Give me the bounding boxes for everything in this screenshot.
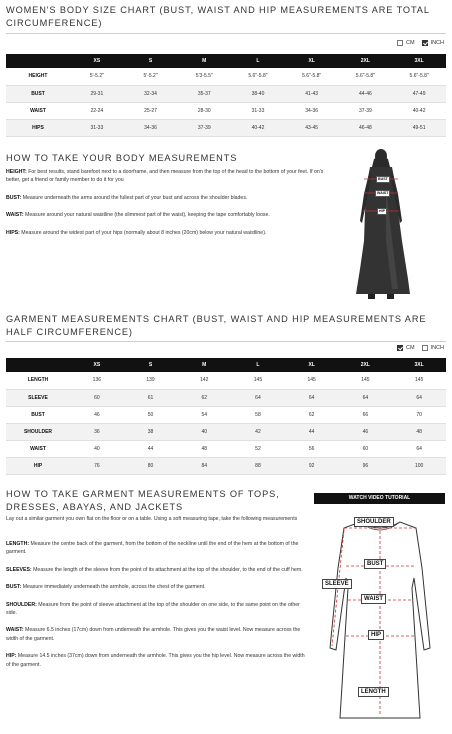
row-label: SLEEVE <box>6 389 70 406</box>
table-cell: 54 <box>177 406 231 423</box>
fig-tag-bust: BUST <box>378 177 388 181</box>
table-cell: 31-33 <box>70 119 124 136</box>
table-cell: 64 <box>339 389 393 406</box>
garment-measure-title: HOW TO TAKE GARMENT MEASUREMENTS OF TOPS, DRESSES, ABAYAS, AND JACKETS <box>6 489 280 512</box>
table-cell: 44-46 <box>339 85 393 102</box>
table-row <box>6 440 446 457</box>
instruction-text: Measure around the widest part of your hips (normally about 8 inches (20cm) below your natural waistline). <box>21 229 267 236</box>
instruction-text: Measure the centre back of the garment, from the bottom of the neckline until the end of the hem at the bottom of the garment. <box>6 541 299 556</box>
table-cell: 5'-5.2" <box>70 68 124 85</box>
divider <box>6 33 446 34</box>
instruction-text: Measure the length of the sleeve from the point of its attachment at the top of the shoulder, to the end of the cuff hem. <box>33 566 303 573</box>
woman-figure <box>346 149 416 301</box>
table-cell: 5.6"-5.8" <box>231 68 285 85</box>
row-label: WAIST <box>6 440 70 457</box>
table-cell: 62 <box>285 406 339 423</box>
size-header: M <box>177 54 231 68</box>
size-header: XL <box>285 54 339 68</box>
inch-checkbox[interactable] <box>422 345 428 351</box>
table-cell: 31-33 <box>231 102 285 119</box>
size-header: 2XL <box>339 358 393 372</box>
size-header: XS <box>70 54 124 68</box>
unit-toggle <box>397 40 444 46</box>
instruction-label: BUST: <box>6 194 23 201</box>
instruction-item <box>6 626 306 643</box>
table-cell: 37-39 <box>177 119 231 136</box>
inch-label: INCH <box>430 345 444 351</box>
table-cell: 32-34 <box>124 85 178 102</box>
table-cell: 88 <box>231 457 285 474</box>
table-cell: 145 <box>231 372 285 389</box>
table-header-row <box>6 54 446 68</box>
fig-tag-waist: WAIST <box>377 191 389 195</box>
instruction-item <box>6 652 306 669</box>
table-row <box>6 406 446 423</box>
table-cell: 64 <box>285 389 339 406</box>
watch-video-button[interactable]: WATCH VIDEO TUTORIAL <box>314 493 445 504</box>
row-label: HIPS <box>6 119 70 136</box>
instruction-text: Measure around your natural waistline (the slimmest part of the waist), keeping the tape comfortably loose. <box>25 212 270 219</box>
fig-tag-sleeve: SLEEVE <box>322 579 352 589</box>
instruction-label: HEIGHT: <box>6 169 29 175</box>
table-cell: 64 <box>231 389 285 406</box>
instruction-label: WAIST: <box>6 212 26 219</box>
table-cell: 50 <box>124 406 178 423</box>
row-label: BUST <box>6 85 70 102</box>
table-header-row <box>6 358 446 372</box>
table-cell: 34-36 <box>285 102 339 119</box>
table-cell: 58 <box>231 406 285 423</box>
instruction-label: HIP: <box>6 653 18 660</box>
table-cell: 136 <box>70 372 124 389</box>
row-label: WAIST <box>6 102 70 119</box>
fig-tag-hip: HIP <box>379 209 385 213</box>
instruction-label: BUST: <box>6 584 23 591</box>
table-cell: 40-42 <box>392 102 446 119</box>
table-cell: 47-49 <box>392 85 446 102</box>
table-cell: 96 <box>339 457 393 474</box>
fig-tag-hip: HIP <box>368 630 384 640</box>
table-cell: 25-27 <box>124 102 178 119</box>
table-cell: 38 <box>124 423 178 440</box>
table-cell: 56 <box>285 440 339 457</box>
garment-figure <box>318 508 442 726</box>
unit-toggle-garment <box>397 345 444 351</box>
table-cell: 84 <box>177 457 231 474</box>
table-cell: 62 <box>177 389 231 406</box>
table-cell: 145 <box>339 372 393 389</box>
inch-label: INCH <box>430 40 444 46</box>
instruction-item <box>6 211 334 219</box>
instruction-item <box>6 168 334 185</box>
body-size-chart-title: WOMEN'S BODY SIZE CHART (BUST, WAIST AND HIP MEASUREMENTS ARE TOTAL CIRCUMFERENCE) <box>6 5 430 28</box>
table-row <box>6 119 446 136</box>
table-cell: 40 <box>70 440 124 457</box>
row-label: BUST <box>6 406 70 423</box>
body-measure-title: HOW TO TAKE YOUR BODY MEASUREMENTS <box>6 153 238 163</box>
table-cell: 28-30 <box>177 102 231 119</box>
garment-measure-text <box>6 540 306 678</box>
table-cell: 40 <box>177 423 231 440</box>
table-cell: 5.6"-5.8" <box>285 68 339 85</box>
table-cell: 61 <box>124 389 178 406</box>
instruction-text: Measure immediately underneath the armhole, across the chest of the garment. <box>22 584 206 591</box>
size-header: S <box>124 358 178 372</box>
table-cell: 35-37 <box>177 85 231 102</box>
size-header: M <box>177 358 231 372</box>
table-cell: 5.6"-5.8" <box>392 68 446 85</box>
table-cell: 36 <box>70 423 124 440</box>
table-row <box>6 389 446 406</box>
table-cell: 29-31 <box>70 85 124 102</box>
inch-checkbox[interactable] <box>422 40 428 46</box>
table-cell: 38-40 <box>231 85 285 102</box>
table-cell: 52 <box>231 440 285 457</box>
instruction-text: Measure from the point of sleeve attachment at the top of the shoulder on one side, to the same point on the other side. <box>6 601 300 617</box>
fig-tag-shoulder: SHOULDER <box>354 517 394 527</box>
instruction-text: Measure 14.5 inches (37cm) down from underneath the armhole. This gives you the hip level. Now measure across the width of the garment. <box>6 653 305 668</box>
size-header: L <box>231 358 285 372</box>
cm-checkbox[interactable] <box>397 345 403 351</box>
body-size-table <box>6 54 446 137</box>
size-header: L <box>231 54 285 68</box>
cm-label: CM <box>405 345 415 351</box>
size-header: 3XL <box>392 358 446 372</box>
table-cell: 44 <box>124 440 178 457</box>
table-cell: 60 <box>70 389 124 406</box>
row-label: HIP <box>6 457 70 474</box>
table-cell: 70 <box>392 406 446 423</box>
instruction-text: Measure 6.5 inches (17cm) down from underneath the armhole. This gives you the waist level. Now measure across the width of the garment. <box>6 627 301 642</box>
table-cell: 48 <box>177 440 231 457</box>
instruction-label: SLEEVES: <box>6 566 34 573</box>
row-label: HEIGHT <box>6 68 70 85</box>
corner-header <box>6 358 70 372</box>
table-cell: 76 <box>70 457 124 474</box>
fig-tag-bust: BUST <box>364 559 386 569</box>
table-cell: 46 <box>339 423 393 440</box>
table-cell: 43-45 <box>285 119 339 136</box>
size-header: 2XL <box>339 54 393 68</box>
row-label: LENGTH <box>6 372 70 389</box>
garment-measure-intro: Lay out a similar garment you own flat on the floor or on a table. Using a soft measuring tape, take the following measurements <box>6 516 298 522</box>
table-cell: 64 <box>392 389 446 406</box>
table-cell: 80 <box>124 457 178 474</box>
table-row <box>6 372 446 389</box>
table-cell: 64 <box>392 440 446 457</box>
instruction-item <box>6 540 306 557</box>
table-cell: 22-24 <box>70 102 124 119</box>
table-row <box>6 423 446 440</box>
garment-chart-title: GARMENT MEASUREMENTS CHART (BUST, WAIST AND HIP MEASUREMENTS ARE HALF CIRCUMFERENCE) <box>6 314 427 337</box>
table-row <box>6 68 446 85</box>
table-row <box>6 85 446 102</box>
table-cell: 66 <box>339 406 393 423</box>
table-cell: 40-42 <box>231 119 285 136</box>
fig-tag-waist: WAIST <box>361 594 386 604</box>
instruction-label: HIPS: <box>6 229 22 236</box>
table-cell: 92 <box>285 457 339 474</box>
size-header: XL <box>285 358 339 372</box>
instruction-item <box>6 583 306 591</box>
instruction-text: For best results, stand barefoot next to a doorframe, and then measure from the top of the head to the bottom of your feet. If on's better, get a friend or family member to do it for you <box>6 169 324 184</box>
instruction-item <box>6 229 334 237</box>
woman-silhouette-icon <box>346 149 416 301</box>
table-cell: 42 <box>231 423 285 440</box>
table-cell: 41-43 <box>285 85 339 102</box>
table-cell: 145 <box>285 372 339 389</box>
table-cell: 5'-5.2" <box>124 68 178 85</box>
table-row <box>6 102 446 119</box>
table-row <box>6 457 446 474</box>
table-cell: 60 <box>339 440 393 457</box>
instruction-label: SHOULDER: <box>6 601 39 608</box>
instruction-label: WAIST: <box>6 627 26 634</box>
table-cell: 5.6"-5.8" <box>339 68 393 85</box>
corner-header <box>6 54 70 68</box>
cm-checkbox[interactable] <box>397 40 403 46</box>
table-cell: 145 <box>392 372 446 389</box>
table-cell: 46 <box>70 406 124 423</box>
instruction-item <box>6 194 334 202</box>
table-cell: 49-51 <box>392 119 446 136</box>
row-label: SHOULDER <box>6 423 70 440</box>
cm-label: CM <box>405 40 415 46</box>
instruction-item <box>6 566 306 574</box>
instruction-item <box>6 601 306 618</box>
table-cell: 44 <box>285 423 339 440</box>
table-cell: 5'3-5.5" <box>177 68 231 85</box>
table-cell: 139 <box>124 372 178 389</box>
table-cell: 48 <box>392 423 446 440</box>
table-cell: 37-39 <box>339 102 393 119</box>
table-cell: 34-36 <box>124 119 178 136</box>
instruction-label: LENGTH: <box>6 541 31 547</box>
garment-size-table <box>6 358 446 475</box>
table-cell: 46-48 <box>339 119 393 136</box>
size-header: XS <box>70 358 124 372</box>
table-cell: 100 <box>392 457 446 474</box>
body-measure-text <box>6 168 334 246</box>
divider <box>6 341 446 342</box>
table-cell: 142 <box>177 372 231 389</box>
fig-tag-length: LENGTH <box>358 687 389 697</box>
size-header: 3XL <box>392 54 446 68</box>
instruction-text: Measure underneath the arms around the fullest part of your bust and across the shoulder blades. <box>22 194 248 201</box>
size-header: S <box>124 54 178 68</box>
